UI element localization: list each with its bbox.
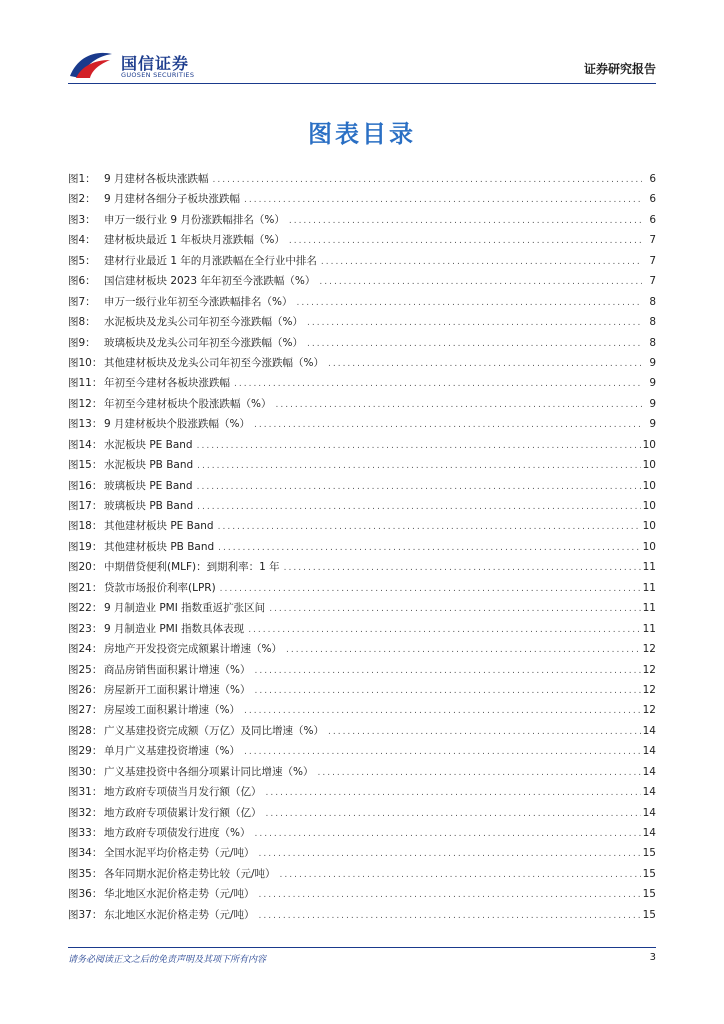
toc-page-number[interactable]: 8 [649, 316, 656, 329]
toc-page-number[interactable]: 10 [642, 520, 656, 533]
toc-leader-dots [254, 415, 642, 435]
guosen-logo-mark-icon [68, 50, 114, 80]
toc-page-number[interactable]: 9 [649, 377, 656, 390]
toc-page-number[interactable]: 10 [642, 479, 656, 492]
toc-figure-number: 图37： [68, 908, 103, 921]
toc-leader-dots [234, 374, 642, 394]
toc-entry[interactable] [68, 455, 656, 475]
toc-figure-number: 图23： [68, 622, 103, 635]
toc-leader-dots [259, 906, 641, 926]
toc-page-number[interactable]: 11 [642, 581, 656, 594]
toc-page-number[interactable]: 7 [649, 234, 656, 247]
toc-page-number[interactable]: 12 [642, 663, 656, 676]
logo-english-name: GUOSEN SECURITIES [121, 71, 195, 79]
toc-entry[interactable] [68, 537, 656, 557]
toc-page-number[interactable]: 11 [642, 602, 656, 615]
toc-leader-dots [328, 354, 642, 374]
toc-entry[interactable] [68, 884, 656, 904]
toc-entry[interactable] [68, 312, 656, 332]
toc-figure-number: 图13： [68, 418, 103, 431]
header-divider [68, 83, 656, 84]
toc-leader-dots [218, 517, 641, 537]
toc-figure-number: 图6： [68, 275, 96, 288]
toc-page-number[interactable]: 12 [642, 643, 656, 656]
toc-figure-title[interactable]: 中期借贷便利(MLF)：到期利率：1 年 [104, 561, 280, 574]
toc-entry[interactable] [68, 803, 656, 823]
toc-entry[interactable] [68, 864, 656, 884]
toc-figure-title[interactable]: 玻璃板块及龙头公司年初至今涨跌幅（%） [104, 336, 303, 349]
toc-figure-number: 图15： [68, 459, 103, 472]
toc-leader-dots [254, 661, 640, 681]
toc-leader-dots [296, 293, 642, 313]
toc-figure-number: 图26： [68, 683, 103, 696]
toc-entry[interactable] [68, 905, 656, 925]
toc-figure-number: 图3： [68, 213, 96, 226]
toc-entry[interactable] [68, 782, 656, 802]
toc-figure-title[interactable]: 申万一级行业年初至今涨跌幅排名（%） [104, 295, 293, 308]
toc-figure-number: 图22： [68, 602, 103, 615]
toc-leader-dots [266, 804, 641, 824]
toc-leader-dots [275, 395, 642, 415]
toc-figure-title[interactable]: 年初至今建材板块个股涨跌幅（%） [104, 397, 272, 410]
toc-leader-dots [244, 742, 641, 762]
toc-leader-dots [259, 885, 641, 905]
toc-figure-number: 图24： [68, 643, 103, 656]
toc-figure-number: 图36： [68, 888, 103, 901]
toc-entry[interactable] [68, 557, 656, 577]
page-number: 3 [649, 952, 656, 963]
toc-page-number[interactable]: 10 [642, 438, 656, 451]
toc-leader-dots [218, 538, 640, 558]
toc-leader-dots [197, 497, 640, 517]
toc-leader-dots [197, 436, 641, 456]
toc-page-number[interactable]: 12 [642, 683, 656, 696]
toc-page-number[interactable]: 15 [642, 867, 656, 880]
toc-figure-number: 图2： [68, 193, 96, 206]
toc-page-number[interactable]: 7 [649, 275, 656, 288]
toc-entry[interactable] [68, 721, 656, 741]
toc-figure-number: 图20： [68, 561, 103, 574]
toc-leader-dots [307, 313, 642, 333]
guosen-logo [68, 48, 218, 84]
toc-figure-number: 图25： [68, 663, 103, 676]
toc-figure-number: 图31： [68, 786, 103, 799]
toc-entry[interactable] [68, 251, 656, 271]
toc-figure-title[interactable]: 其他建材板块及龙头公司年初至今涨跌幅（%） [104, 356, 324, 369]
toc-figure-number: 图12： [68, 397, 103, 410]
toc-figure-number: 图34： [68, 847, 103, 860]
toc-figure-number: 图18： [68, 520, 103, 533]
toc-page-number[interactable]: 14 [642, 806, 656, 819]
toc-figure-title[interactable]: 9 月制造业 PMI 指数具体表现 [104, 622, 245, 635]
toc-leader-dots [284, 558, 641, 578]
toc-leader-dots [280, 865, 641, 885]
toc-figure-number: 图4： [68, 234, 96, 247]
toc-figure-number: 图33： [68, 827, 103, 839]
toc-leader-dots [328, 722, 641, 742]
toc-page-number[interactable]: 8 [649, 336, 656, 349]
toc-leader-dots [286, 640, 641, 660]
toc-figure-title[interactable]: 水泥板块 PE Band [104, 438, 193, 451]
toc-leader-dots [289, 231, 642, 251]
toc-page-number[interactable]: 15 [642, 847, 656, 860]
toc-figure-title[interactable]: 建材行业最近 1 年的月涨跌幅在全行业中排名 [104, 254, 317, 267]
toc-figure-title[interactable]: 商品房销售面积累计增速（%） [104, 663, 251, 676]
toc-figure-title[interactable]: 房屋新开工面积累计增速（%） [104, 683, 251, 696]
toc-page-number[interactable]: 6 [649, 173, 656, 185]
toc-entry[interactable] [68, 639, 656, 659]
toc-figure-title[interactable]: 9 月建材板块个股涨跌幅（%） [104, 418, 250, 431]
toc-figure-number: 图5： [68, 254, 96, 267]
toc-leader-dots [289, 211, 642, 231]
toc-figure-title[interactable]: 地方政府专项债当月发行额（亿） [104, 786, 262, 799]
toc-figure-title[interactable]: 水泥板块 PB Band [104, 459, 194, 472]
figure-toc-list [68, 169, 656, 925]
toc-entry[interactable] [68, 292, 656, 312]
toc-figure-number: 图27： [68, 704, 103, 717]
toc-leader-dots [197, 456, 640, 476]
toc-entry[interactable] [68, 700, 656, 720]
toc-page-number[interactable]: 10 [642, 500, 656, 512]
toc-entry[interactable] [68, 189, 656, 209]
toc-entry[interactable] [68, 333, 656, 353]
toc-figure-number: 图29： [68, 745, 103, 758]
toc-entry[interactable] [68, 271, 656, 291]
toc-page-number[interactable]: 9 [649, 418, 656, 431]
toc-page-number[interactable]: 14 [642, 827, 656, 839]
report-type-label: 证券研究报告 [583, 62, 656, 76]
toc-entry[interactable] [68, 516, 656, 536]
toc-page-number[interactable]: 15 [642, 888, 656, 901]
toc-figure-title[interactable]: 广义基建投资中各细分项累计同比增速（%） [104, 765, 314, 778]
toc-figure-title[interactable]: 单月广义基建投资增速（%） [104, 745, 240, 758]
toc-leader-dots [244, 190, 642, 210]
toc-entry[interactable] [68, 435, 656, 455]
logo-chinese-name: 国信证券 [121, 54, 190, 73]
toc-figure-number: 图9： [68, 336, 96, 349]
toc-figure-title[interactable]: 地方政府专项债发行进度（%） [104, 827, 251, 839]
toc-figure-title[interactable]: 9 月建材各板块涨跌幅 [104, 173, 209, 185]
toc-entry[interactable] [68, 373, 656, 393]
toc-entry[interactable] [68, 619, 656, 639]
toc-entry[interactable] [68, 680, 656, 700]
toc-figure-number: 图14： [68, 438, 103, 451]
toc-page-number[interactable]: 6 [649, 193, 656, 206]
toc-leader-dots [307, 334, 642, 354]
toc-page-number[interactable]: 7 [649, 254, 656, 267]
toc-page-number[interactable]: 14 [642, 724, 656, 737]
toc-entry[interactable] [68, 353, 656, 373]
toc-leader-dots [259, 844, 641, 864]
toc-figure-title[interactable]: 申万一级行业 9 月份涨跌幅排名（%） [104, 213, 285, 226]
toc-leader-dots [319, 272, 642, 292]
toc-leader-dots [317, 763, 640, 783]
toc-page-number[interactable]: 14 [642, 786, 656, 799]
toc-figure-title[interactable]: 国信建材板块 2023 年年初至今涨跌幅（%） [104, 275, 316, 288]
toc-leader-dots [248, 620, 640, 640]
toc-page-number[interactable]: 9 [649, 397, 656, 410]
toc-entry[interactable] [68, 230, 656, 250]
toc-page-number[interactable]: 9 [649, 356, 656, 369]
toc-figure-title[interactable]: 东北地区水泥价格走势（元/吨） [104, 908, 255, 921]
toc-leader-dots [254, 824, 640, 844]
toc-figure-number: 图28： [68, 724, 103, 737]
toc-entry[interactable] [68, 843, 656, 863]
toc-page-number[interactable]: 12 [642, 704, 656, 717]
toc-entry[interactable] [68, 823, 656, 843]
toc-figure-title[interactable]: 玻璃板块 PE Band [104, 479, 193, 492]
toc-entry[interactable] [68, 762, 656, 782]
toc-leader-dots [266, 783, 641, 803]
page-title: 图表目录 [308, 120, 416, 148]
toc-page-number[interactable]: 10 [642, 540, 656, 553]
toc-figure-title[interactable]: 房地产开发投资完成额累计增速（%） [104, 643, 282, 656]
toc-entry[interactable] [68, 394, 656, 414]
toc-figure-number: 图19： [68, 540, 103, 553]
toc-figure-title[interactable]: 年初至今建材各板块涨跌幅 [104, 377, 230, 390]
toc-page-number[interactable]: 11 [642, 622, 656, 635]
toc-figure-number: 图21： [68, 581, 103, 594]
toc-page-number[interactable]: 10 [642, 459, 656, 472]
toc-figure-title[interactable]: 9 月制造业 PMI 指数重返扩张区间 [104, 602, 266, 615]
toc-page-number[interactable]: 6 [649, 213, 656, 226]
toc-page-number[interactable]: 8 [649, 295, 656, 308]
toc-leader-dots [321, 252, 642, 272]
toc-leader-dots [213, 170, 642, 190]
toc-leader-dots [244, 701, 641, 721]
toc-figure-title[interactable]: 房屋竣工面积累计增速（%） [104, 704, 240, 717]
toc-figure-number: 图30： [68, 765, 103, 778]
toc-figure-number: 图7： [68, 295, 96, 308]
toc-figure-title[interactable]: 贷款市场报价利率(LPR) [104, 581, 216, 594]
toc-entry[interactable] [68, 598, 656, 618]
toc-page-number[interactable]: 14 [642, 765, 656, 778]
toc-figure-number: 图1： [68, 173, 96, 185]
toc-page-number[interactable]: 11 [642, 561, 656, 574]
toc-figure-number: 图35： [68, 867, 103, 880]
toc-figure-title[interactable]: 各年同期水泥价格走势比较（元/吨） [104, 867, 276, 880]
toc-figure-number: 图32： [68, 806, 103, 819]
toc-figure-title[interactable]: 全国水泥平均价格走势（元/吨） [104, 847, 255, 860]
toc-figure-title[interactable]: 玻璃板块 PB Band [104, 500, 194, 512]
toc-figure-title[interactable]: 广义基建投资完成额（万亿）及同比增速（%） [104, 724, 324, 737]
toc-entry[interactable] [68, 169, 656, 189]
footer-divider [68, 947, 656, 948]
toc-entry[interactable] [68, 476, 656, 496]
toc-figure-number: 图10： [68, 356, 103, 369]
toc-leader-dots [254, 681, 640, 701]
toc-leader-dots [220, 579, 641, 599]
toc-page-number[interactable]: 15 [642, 908, 656, 921]
toc-figure-number: 图11： [68, 377, 103, 390]
toc-entry[interactable] [68, 210, 656, 230]
toc-page-number[interactable]: 14 [642, 745, 656, 758]
toc-figure-title[interactable]: 其他建材板块 PE Band [104, 520, 214, 533]
toc-leader-dots [197, 477, 641, 497]
toc-leader-dots [269, 599, 640, 619]
toc-entry[interactable] [68, 414, 656, 434]
toc-entry[interactable] [68, 496, 656, 516]
toc-figure-title[interactable]: 9 月建材各细分子板块涨跌幅 [104, 193, 241, 206]
disclaimer-note: 请务必阅读正文之后的免责声明及其项下所有内容 [68, 955, 267, 965]
toc-entry[interactable] [68, 578, 656, 598]
toc-figure-title[interactable]: 其他建材板块 PB Band [104, 540, 215, 553]
toc-entry[interactable] [68, 660, 656, 680]
toc-figure-title[interactable]: 水泥板块及龙头公司年初至今涨跌幅（%） [104, 316, 303, 329]
toc-figure-number: 图17： [68, 500, 103, 512]
page-header [68, 48, 656, 86]
toc-figure-title[interactable]: 华北地区水泥价格走势（元/吨） [104, 888, 255, 901]
toc-figure-title[interactable]: 地方政府专项债累计发行额（亿） [104, 806, 262, 819]
toc-figure-number: 图8： [68, 316, 96, 329]
toc-figure-title[interactable]: 建材板块最近 1 年板块月涨跌幅（%） [104, 234, 285, 247]
toc-figure-number: 图16： [68, 479, 103, 492]
toc-entry[interactable] [68, 741, 656, 761]
